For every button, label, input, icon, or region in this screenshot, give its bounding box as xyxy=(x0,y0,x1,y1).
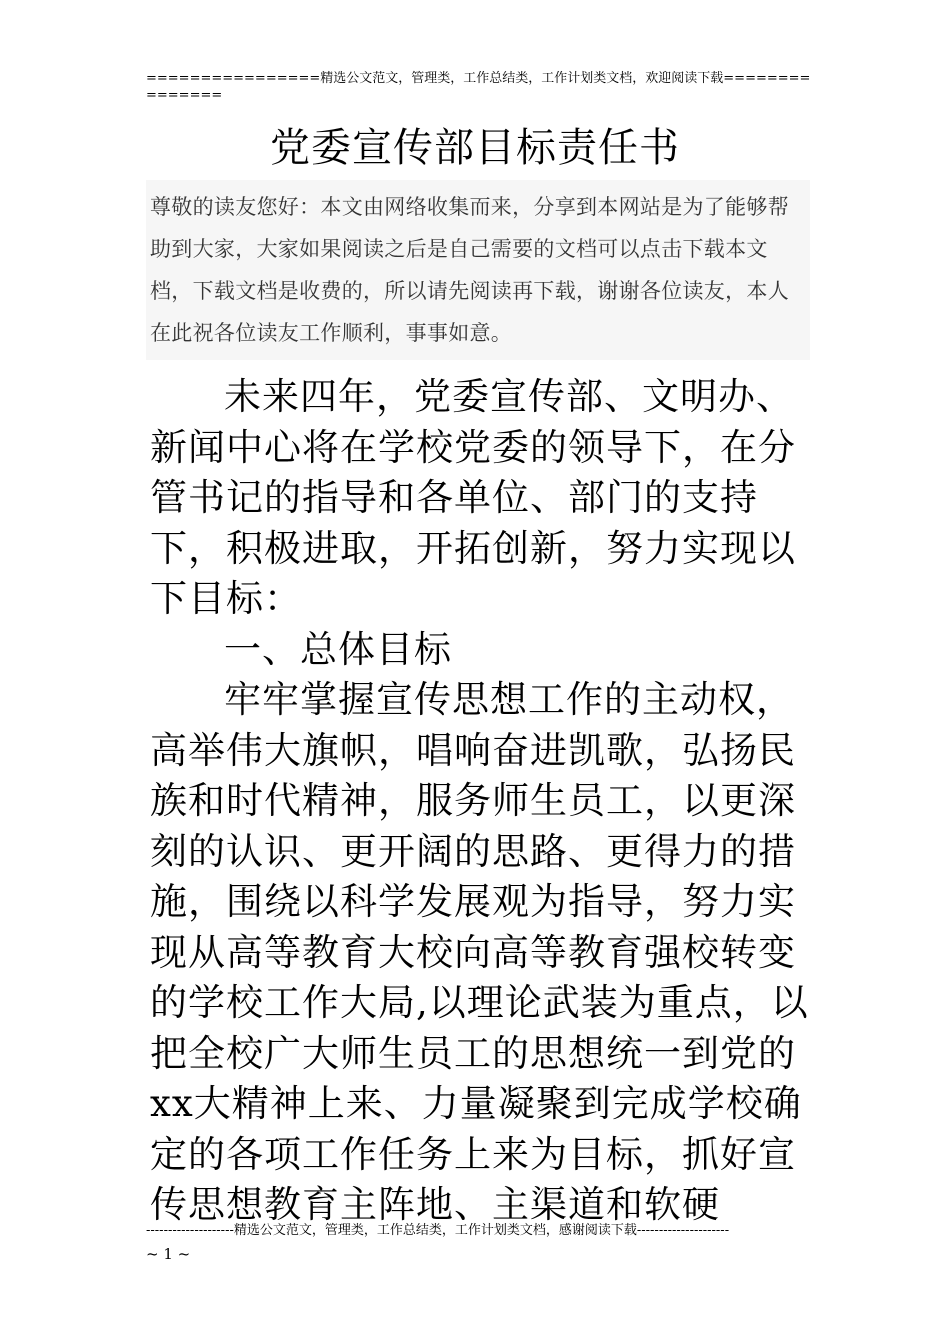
document-title: 党委宣传部目标责任书 xyxy=(270,125,680,171)
paragraph-intro: 未来四年，党委宣传部、文明办、新闻中心将在学校党委的领导下，在分管书记的指导和各单位、部门的支持下，积极进取，开拓创新，努力实现以下目标： xyxy=(150,375,796,620)
page-number: ~ 1 ~ xyxy=(146,1245,191,1263)
document-body xyxy=(150,372,810,1231)
paragraph-overall-goal: 牢牢掌握宣传思想工作的主动权，高举伟大旗帜，唱响奋进凯歌，弘扬民族和时代精神，服务师生员工，以更深刻的认识、更开阔的思路、更得力的措施，围绕以科学发展观为指导，努力实现从高等教育大校向高等教育强校转变的学校工作大局,以理论武装为重点，以把全校广大师生员工的思想统一到党的xx大精神上来、力量凝聚到完成学校确定的各项工作任务上来为目标，抓好宣传思想教育主阵地、主渠道和软硬 xyxy=(150,678,809,1226)
page-footer: --------------------精选公文范文，管理类，工作总结类，工作计划类文档，感谢阅读下载--------------------- xyxy=(146,1223,730,1238)
reader-notice: 尊敬的读友您好：本文由网络收集而来，分享到本网站是为了能够帮助到大家，大家如果阅读之后是自己需要的文档可以点击下载本文档，下载文档是收费的，所以请先阅读再下载，谢谢各位读友，本人在此祝各位读友工作顺利，事事如意。 xyxy=(146,180,810,360)
page-header: ================精选公文范文，管理类，工作总结类，工作计划类文档，欢迎阅读下载=============== xyxy=(146,71,811,103)
section-heading-overall-goal: 一、总体目标 xyxy=(224,627,452,671)
